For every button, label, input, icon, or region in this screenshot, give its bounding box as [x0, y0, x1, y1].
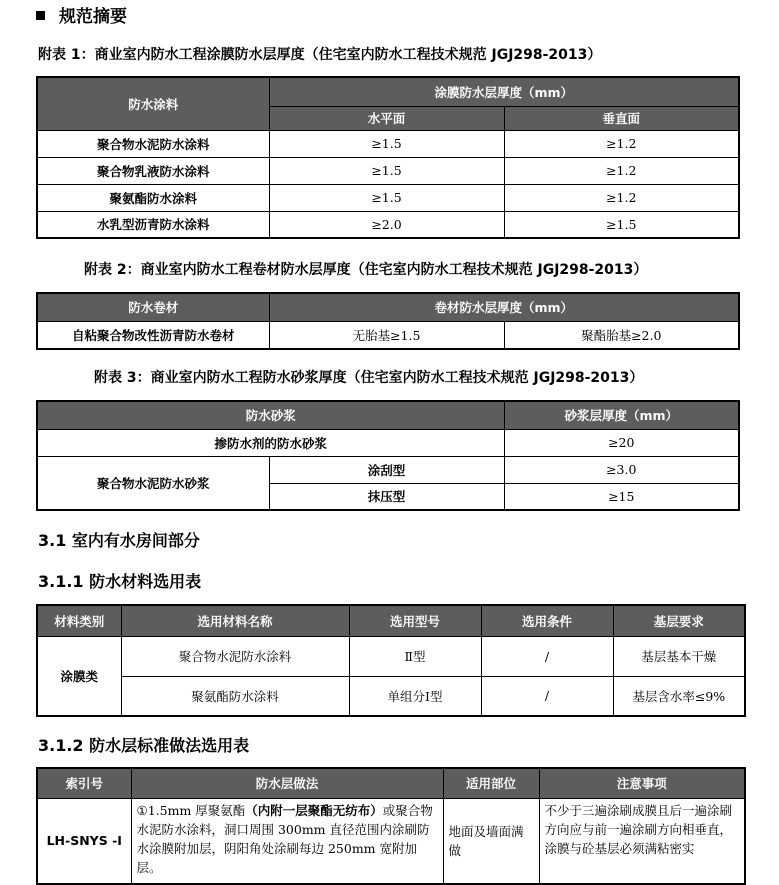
base-requirement: 基层含水率≤9% [613, 676, 745, 716]
table3-header-material: 防水砂浆 [37, 401, 504, 429]
table1-caption: 附表 1：商业室内防水工程涂膜防水层厚度（住宅室内防水工程技术规范 JGJ298-2013） [38, 47, 602, 63]
material-name: 聚氨酯防水涂料 [121, 676, 349, 716]
vertical-value: ≥1.2 [504, 184, 739, 211]
horizontal-value: ≥1.5 [269, 130, 504, 157]
thickness-a: 无胎基≥1.5 [269, 321, 504, 349]
vertical-value: ≥1.5 [504, 211, 739, 238]
vertical-value: ≥1.2 [504, 157, 739, 184]
sub-type: 抹压型 [269, 483, 504, 510]
table-row [37, 456, 739, 483]
method-text-pre: ①1.5mm 厚聚氨酯 [136, 802, 246, 818]
horizontal-value: ≥1.5 [269, 184, 504, 211]
table2-header-material: 防水卷材 [37, 293, 269, 321]
note-text: 不少于三遍涂刷成膜且后一遍涂刷方向应与前一遍涂刷方向相垂直，涂膜与砼基层必须满粘密实 [539, 798, 745, 884]
material-category: 涂膜类 [37, 636, 121, 716]
applicable-location: 地面及墙面满做 [443, 798, 539, 884]
table1-header-vertical: 垂直面 [504, 106, 739, 130]
material-name: 自粘聚合物改性沥青防水卷材 [37, 321, 269, 349]
table1-header-thickness: 涂膜防水层厚度（mm） [269, 77, 739, 106]
method-text [131, 798, 443, 884]
table2-caption: 附表 2：商业室内防水工程卷材防水层厚度（住宅室内防水工程技术规范 JGJ298-2013） [84, 262, 648, 278]
table3-header-thickness: 砂浆层厚度（mm） [504, 401, 739, 429]
bullet-square-icon [36, 11, 45, 20]
table1-header-material: 防水涂料 [37, 77, 269, 130]
summary-title-text: 规范摘要 [59, 7, 127, 27]
table-row [37, 798, 745, 884]
method-text-bold: （内附一层聚酯无纺布） [245, 802, 383, 818]
table5-header-location: 适用部位 [443, 768, 539, 798]
table3 [36, 400, 740, 511]
table2-header-thickness: 卷材防水层厚度（mm） [269, 293, 739, 321]
thickness-value: ≥3.0 [504, 456, 739, 483]
table-row [37, 429, 739, 456]
sub-type: 涂刮型 [269, 456, 504, 483]
table2 [36, 292, 740, 350]
table5-header-note: 注意事项 [539, 768, 745, 798]
table3-caption: 附表 3：商业室内防水工程防水砂浆厚度（住宅室内防水工程技术规范 JGJ298-2013） [94, 370, 644, 386]
table4-header-category: 材料类别 [37, 605, 121, 636]
material-condition: / [481, 636, 613, 676]
material-name: 聚合物水泥防水涂料 [37, 130, 269, 157]
method-text-post: 或聚合物水泥防水涂料，洞口周围 300mm 直径范围内涂刷防水涂膜附加层，阴阳角处涂刷每边 250mm 宽附加层。 [136, 802, 433, 875]
summary-title [36, 2, 127, 27]
material-model: 单组分Ⅰ型 [349, 676, 481, 716]
table4-header-name: 选用材料名称 [121, 605, 349, 636]
section-heading: 3.1.2 防水层标准做法选用表 [38, 736, 250, 755]
base-requirement: 基层基本干燥 [613, 636, 745, 676]
material-name: 聚氨酯防水涂料 [37, 184, 269, 211]
table-row [37, 636, 745, 676]
section-heading: 3.1 室内有水房间部分 [38, 531, 200, 550]
thickness-b: 聚酯胎基≥2.0 [504, 321, 739, 349]
material-name: 水乳型沥青防水涂料 [37, 211, 269, 238]
table-row [37, 157, 739, 184]
thickness-value: ≥15 [504, 483, 739, 510]
table-row [37, 184, 739, 211]
table-row [37, 321, 739, 349]
section-heading: 3.1.1 防水材料选用表 [38, 572, 202, 591]
table4 [36, 604, 746, 717]
table4-header-model: 选用型号 [349, 605, 481, 636]
material-name: 掺防水剂的防水砂浆 [37, 429, 504, 456]
material-model: Ⅱ型 [349, 636, 481, 676]
table-row [37, 676, 745, 716]
index-number: LH-SNYS -Ⅰ [37, 798, 131, 884]
table1-header-horizontal: 水平面 [269, 106, 504, 130]
material-name: 聚合物乳液防水涂料 [37, 157, 269, 184]
table4-header-condition: 选用条件 [481, 605, 613, 636]
table5-header-index: 索引号 [37, 768, 131, 798]
table5 [36, 767, 746, 885]
table-row [37, 211, 739, 238]
material-name: 聚合物水泥防水涂料 [121, 636, 349, 676]
table1 [36, 76, 740, 239]
material-condition: / [481, 676, 613, 716]
horizontal-value: ≥2.0 [269, 211, 504, 238]
vertical-value: ≥1.2 [504, 130, 739, 157]
table5-header-method: 防水层做法 [131, 768, 443, 798]
material-name: 聚合物水泥防水砂浆 [37, 456, 269, 510]
thickness-value: ≥20 [504, 429, 739, 456]
table-row [37, 130, 739, 157]
horizontal-value: ≥1.5 [269, 157, 504, 184]
table4-header-base: 基层要求 [613, 605, 745, 636]
